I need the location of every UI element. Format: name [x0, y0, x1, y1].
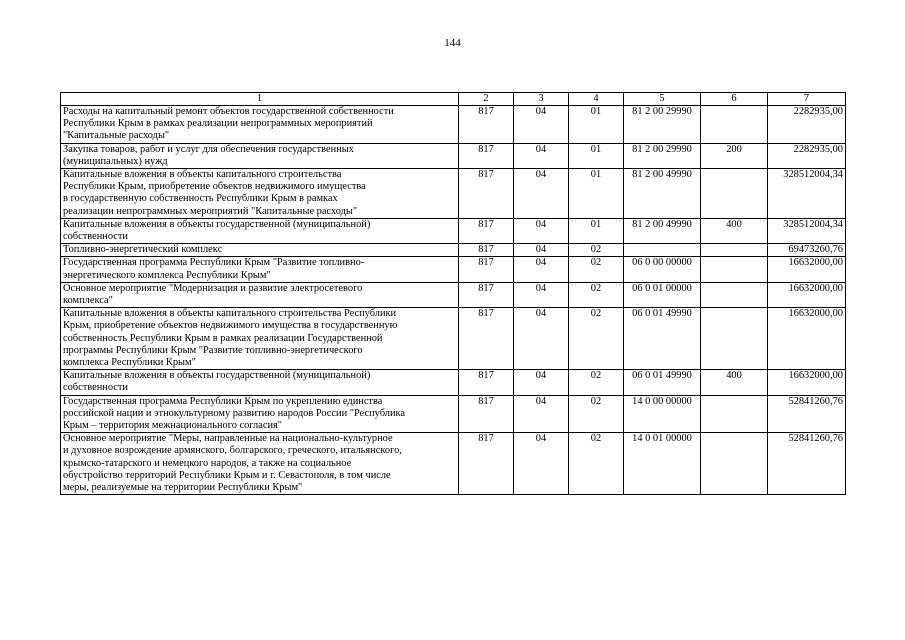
table-row: [61, 395, 846, 433]
column-header-4: 4: [569, 93, 624, 106]
row-name-line: (муниципальных) нужд: [63, 155, 168, 167]
table-body: [61, 106, 846, 495]
row-name-line: Крым – территория межнационального согласия": [63, 420, 283, 432]
section-code-cell: 04: [514, 106, 569, 144]
amount-cell: 69473260,76: [768, 244, 846, 257]
subsection-code-cell: 02: [569, 308, 624, 370]
expense-type-cell: 400: [701, 218, 768, 243]
row-name-line: реализации непрограммных мероприятий "Капитальные расходы": [63, 205, 358, 217]
row-name-line: в государственную собственность Республики Крым в рамках: [63, 193, 338, 205]
row-name-line: энергетического комплекса Республики Крым": [63, 269, 271, 281]
amount-cell: 2282935,00: [768, 143, 846, 168]
section-code-cell: 04: [514, 308, 569, 370]
target-article-cell: 81 2 00 29990: [624, 143, 701, 168]
row-name-line: Расходы на капитальный ремонт объектов государственной собственности: [63, 106, 394, 117]
amount-cell: 328512004,34: [768, 218, 846, 243]
subsection-code-cell: 02: [569, 395, 624, 433]
amount-cell: 16632000,00: [768, 257, 846, 282]
column-header-6: 6: [701, 93, 768, 106]
row-name-line: крымско-татарского и немецкого народов, а также на социальное: [63, 457, 352, 469]
row-name-cell: [61, 308, 459, 370]
section-code-cell: 04: [514, 257, 569, 282]
subsection-code-cell: 02: [569, 370, 624, 395]
row-name-line: Государственная программа Республики Крым "Развитие топливно-: [63, 257, 365, 269]
admin-code-cell: 817: [459, 169, 514, 219]
amount-cell: 328512004,34: [768, 169, 846, 219]
row-name-line: Республики Крым, приобретение объектов недвижимого имущества: [63, 181, 366, 193]
section-code-cell: 04: [514, 282, 569, 307]
table-row: [61, 257, 846, 282]
admin-code-cell: 817: [459, 370, 514, 395]
table-row: [61, 218, 846, 243]
row-name-line: Основное мероприятие "Меры, направленные на национально-культурное: [63, 433, 393, 445]
amount-cell: 52841260,76: [768, 395, 846, 433]
row-name-cell: [61, 218, 459, 243]
row-name-line: собственности: [63, 382, 128, 394]
amount-cell: 16632000,00: [768, 370, 846, 395]
column-header-5: 5: [624, 93, 701, 106]
section-code-cell: 04: [514, 244, 569, 257]
subsection-code-cell: 01: [569, 169, 624, 219]
amount-cell: 16632000,00: [768, 282, 846, 307]
table-row: [61, 244, 846, 257]
page-number: 144: [444, 37, 461, 49]
target-article-cell: 14 0 00 00000: [624, 395, 701, 433]
budget-table: [60, 92, 846, 495]
expense-type-cell: [701, 244, 768, 257]
expense-type-cell: 200: [701, 143, 768, 168]
section-code-cell: 04: [514, 169, 569, 219]
expense-type-cell: [701, 308, 768, 370]
row-name-line: собственности: [63, 231, 128, 243]
admin-code-cell: 817: [459, 143, 514, 168]
admin-code-cell: 817: [459, 257, 514, 282]
subsection-code-cell: 02: [569, 433, 624, 495]
section-code-cell: 04: [514, 218, 569, 243]
table-row: [61, 370, 846, 395]
table-row: [61, 143, 846, 168]
subsection-code-cell: 01: [569, 143, 624, 168]
table-row: [61, 282, 846, 307]
amount-cell: 52841260,76: [768, 433, 846, 495]
row-name-line: Основное мероприятие "Модернизация и развитие электросетевого: [63, 282, 363, 294]
expense-type-cell: [701, 257, 768, 282]
row-name-line: Капитальные вложения в объекты капитального строительства Республики: [63, 308, 397, 320]
admin-code-cell: 817: [459, 433, 514, 495]
target-article-cell: 81 2 00 29990: [624, 106, 701, 144]
admin-code-cell: 817: [459, 395, 514, 433]
amount-cell: 16632000,00: [768, 308, 846, 370]
row-name-cell: [61, 169, 459, 219]
row-name-line: Капитальные вложения в объекты государственной (муниципальной): [63, 218, 371, 230]
column-header-2: 2: [459, 93, 514, 106]
target-article-cell: 06 0 01 00000: [624, 282, 701, 307]
row-name-line: Государственная программа Республики Крым по укреплению единства: [63, 395, 383, 407]
table-row: [61, 106, 846, 144]
amount-cell: 2282935,00: [768, 106, 846, 144]
table-row: [61, 308, 846, 370]
row-name-line: Закупка товаров, работ и услуг для обеспечения государственных: [63, 143, 354, 155]
admin-code-cell: 817: [459, 218, 514, 243]
row-name-line: и духовное возрождение армянского, болгарского, греческого, итальянского,: [63, 445, 402, 457]
target-article-cell: 14 0 01 00000: [624, 433, 701, 495]
row-name-line: Капитальные вложения в объекты капитального строительства: [63, 169, 342, 181]
expense-type-cell: 400: [701, 370, 768, 395]
row-name-line: комплекса": [63, 295, 113, 307]
row-name-cell: [61, 395, 459, 433]
section-code-cell: 04: [514, 370, 569, 395]
expense-type-cell: [701, 169, 768, 219]
row-name-line: Капитальные вложения в объекты государственной (муниципальной): [63, 370, 371, 382]
expense-type-cell: [701, 282, 768, 307]
row-name-cell: [61, 370, 459, 395]
section-code-cell: 04: [514, 143, 569, 168]
admin-code-cell: 817: [459, 282, 514, 307]
row-name-line: Топливно-энергетический комплекс: [63, 244, 223, 256]
target-article-cell: 81 2 00 49990: [624, 169, 701, 219]
subsection-code-cell: 02: [569, 257, 624, 282]
row-name-cell: [61, 143, 459, 168]
row-name-line: комплекса Республики Крым": [63, 357, 196, 369]
row-name-line: программы Республики Крым "Развитие топливно-энергетического: [63, 344, 363, 356]
row-name-cell: [61, 257, 459, 282]
column-header-1: 1: [61, 93, 459, 106]
expense-type-cell: [701, 106, 768, 144]
row-name-cell: [61, 244, 459, 257]
row-name-line: меры, реализуемые на территории Республики Крым": [63, 482, 303, 494]
target-article-cell: 81 2 00 49990: [624, 218, 701, 243]
subsection-code-cell: 02: [569, 244, 624, 257]
section-code-cell: 04: [514, 395, 569, 433]
row-name-line: собственность Республики Крым в рамках реализации Государственной: [63, 332, 383, 344]
target-article-cell: 06 0 00 00000: [624, 257, 701, 282]
subsection-code-cell: 02: [569, 282, 624, 307]
table-row: [61, 433, 846, 495]
expense-type-cell: [701, 433, 768, 495]
column-header-7: 7: [768, 93, 846, 106]
admin-code-cell: 817: [459, 106, 514, 144]
row-name-line: обустройство территорий Республики Крым и г. Севастополя, в том числе: [63, 469, 391, 481]
row-name-line: "Капитальные расходы": [63, 130, 170, 142]
target-article-cell: 06 0 01 49990: [624, 370, 701, 395]
subsection-code-cell: 01: [569, 106, 624, 144]
table-row: [61, 169, 846, 219]
row-name-cell: [61, 106, 459, 144]
row-name-cell: [61, 433, 459, 495]
subsection-code-cell: 01: [569, 218, 624, 243]
column-header-3: 3: [514, 93, 569, 106]
admin-code-cell: 817: [459, 308, 514, 370]
row-name-cell: [61, 282, 459, 307]
row-name-line: Крым, приобретение объектов недвижимого имущества в государственную: [63, 320, 398, 332]
section-code-cell: 04: [514, 433, 569, 495]
row-name-line: российской нации и этнокультурному развитию народов России "Республика: [63, 407, 406, 419]
admin-code-cell: 817: [459, 244, 514, 257]
row-name-line: Республики Крым в рамках реализации непрограммных мероприятий: [63, 118, 373, 130]
table-header-row: [61, 93, 846, 106]
expense-type-cell: [701, 395, 768, 433]
target-article-cell: [624, 244, 701, 257]
target-article-cell: 06 0 01 49990: [624, 308, 701, 370]
